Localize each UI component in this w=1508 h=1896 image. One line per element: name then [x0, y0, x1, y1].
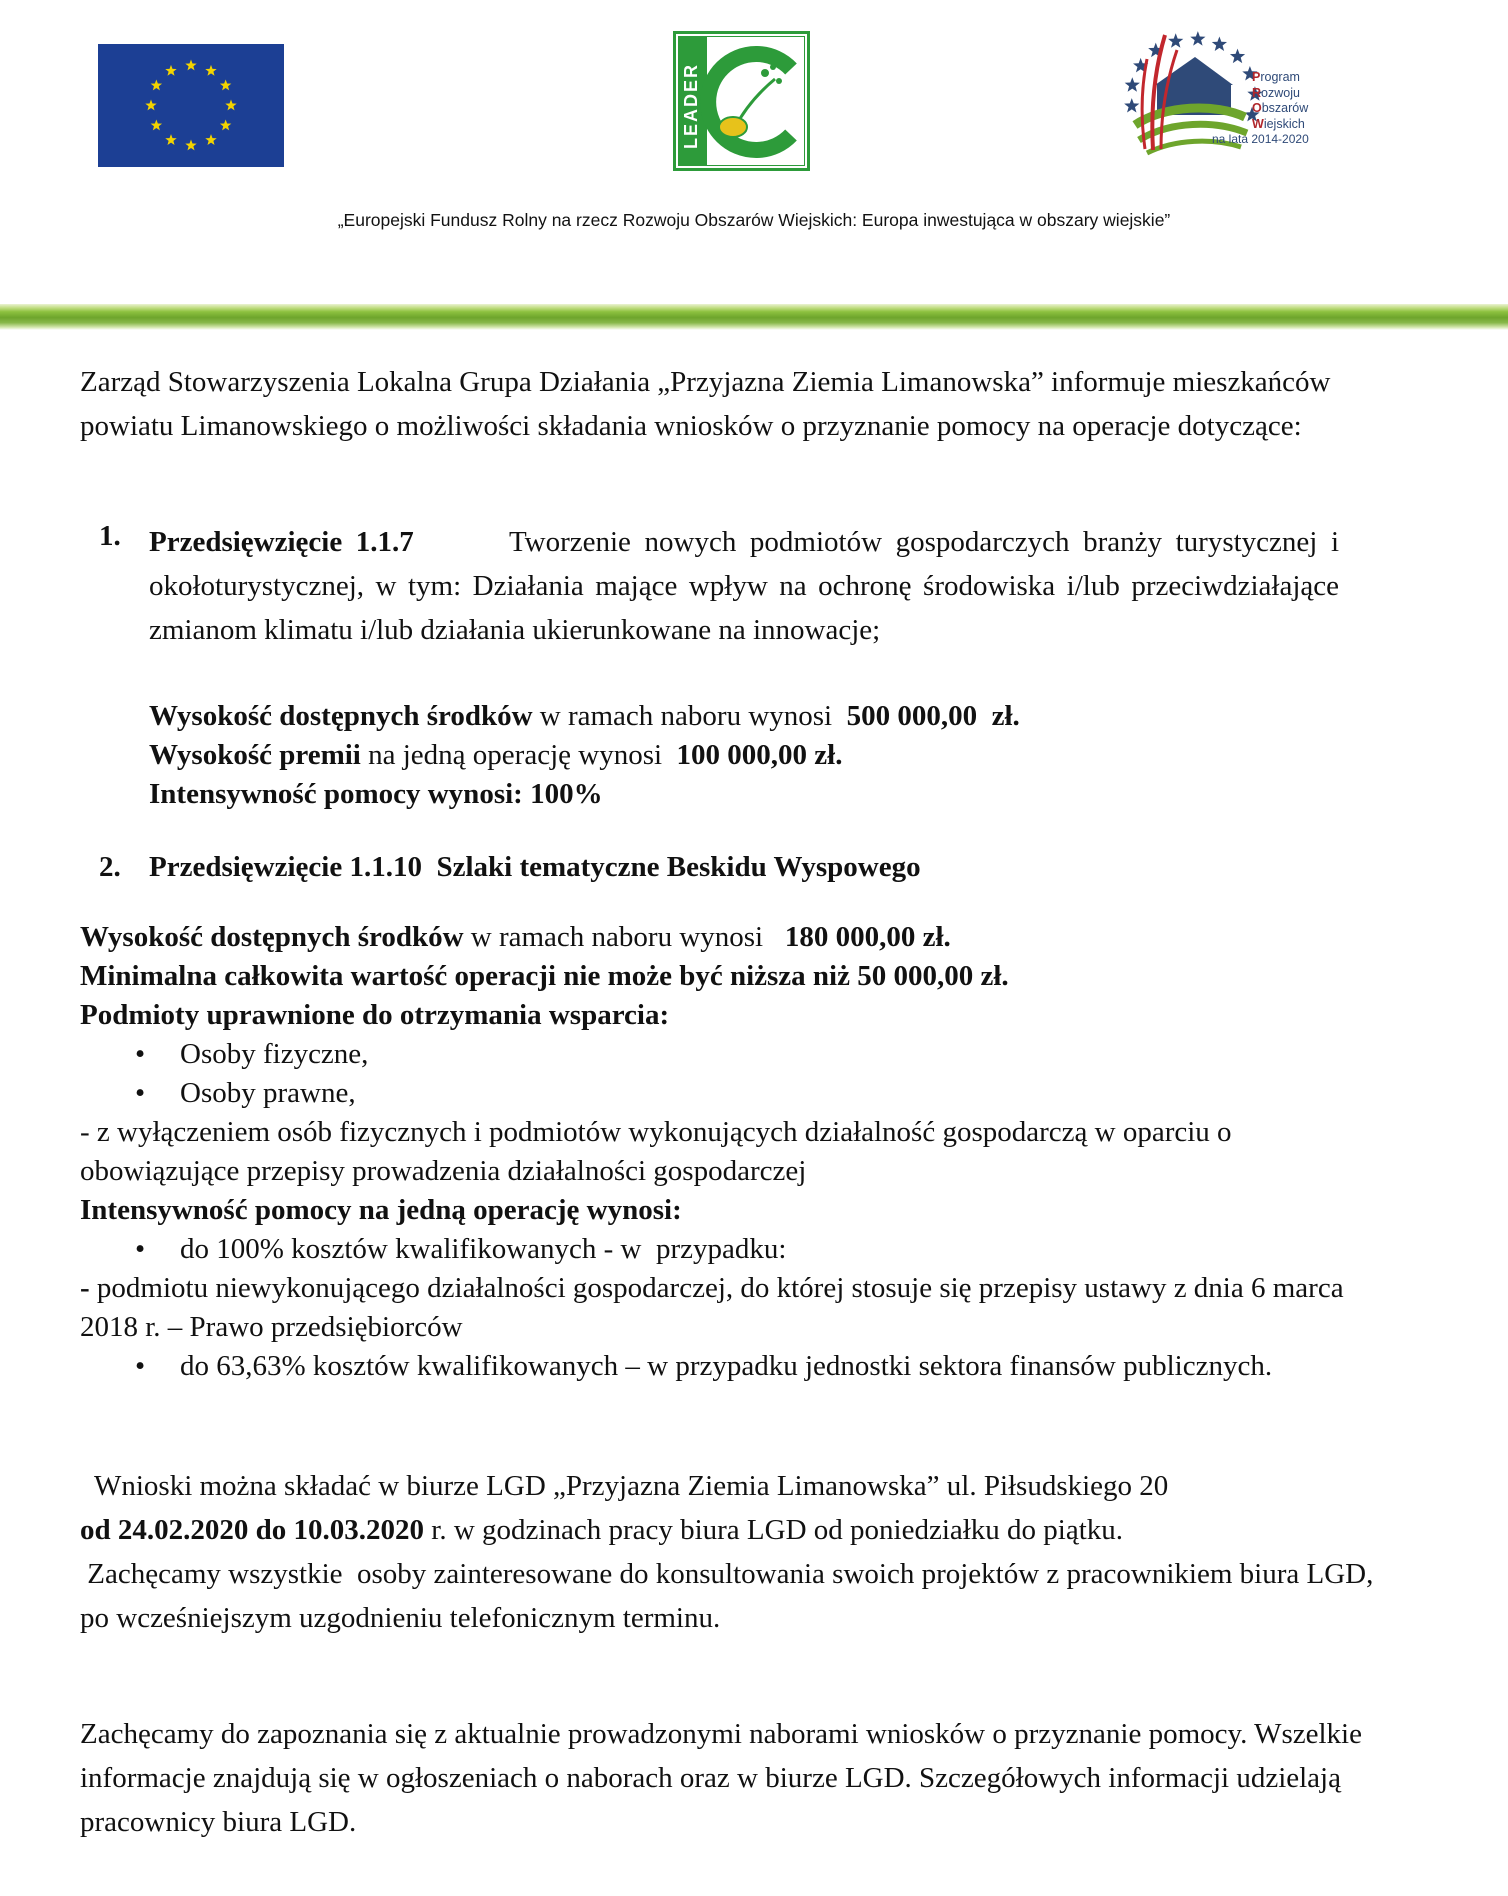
- closing-line-3: Zachęcamy wszystkie osoby zainteresowane do konsultowania swoich projektów z pracownikiem biura LGD, po wcześniejszym uzgodnieniu telefonicznym terminu.: [80, 1558, 1381, 1634]
- item-2-funds-line: Wysokość dostępnych środków w ramach naboru wynosi 180 000,00 zł.: [80, 921, 951, 953]
- prow-years: na lata 2014-2020: [1212, 132, 1309, 146]
- list-item: • Osoby fizyczne,: [80, 1035, 1380, 1074]
- closing-paragraph: [80, 1464, 1380, 1640]
- header-divider: [0, 304, 1508, 330]
- prow-line: Wiejskich: [1252, 116, 1305, 131]
- list-item: • Osoby prawne,: [80, 1074, 1380, 1113]
- list-item: • do 63,63% kosztów kwalifikowanych – w przypadku jednostki sektora finansów publicznych.: [80, 1347, 1380, 1386]
- prow-line: Rozwoju: [1252, 85, 1300, 100]
- item-2-details: [80, 918, 1380, 1386]
- list-item: • do 100% kosztów kwalifikowanych - w przypadku:: [80, 1230, 1380, 1269]
- prow-star-icon: [1212, 37, 1227, 51]
- leader-logo-icon: [673, 31, 810, 171]
- item-1-label: Przedsięwzięcie 1.1.7: [149, 526, 414, 558]
- prow-logo-wordmark: [1252, 70, 1308, 132]
- item-1-bonus-line: Wysokość premii na jedną operację wynosi 100 000,00 zł.: [149, 739, 843, 771]
- prow-line: Obszarów: [1252, 101, 1309, 115]
- item-2-exclusion: - z wyłączeniem osób fizycznych i podmiotów wykonujących działalność gospodarczą w oparciu o obowiązujące przepisy prowadzenia działalności gospodarczej: [80, 1116, 1232, 1187]
- item-1-number: 1.: [99, 520, 121, 552]
- bullet-icon: •: [135, 1038, 146, 1070]
- prow-star-icon: [1124, 98, 1139, 112]
- leader-logo-text: LEADER: [681, 62, 701, 149]
- prow-star-icon: [1190, 31, 1205, 45]
- item-1-description: Tworzenie nowych podmiotów gospodarczych branży turystycznej i okołoturystycznej, w tym: Działania mające wpływ na ochronę środowiska i/lub przeciwdziałające zmianom klimatu i/lub działania ukierunkowane na innowacje;: [149, 526, 1340, 646]
- prow-star-icon: [1168, 33, 1183, 47]
- item-2-intensity-note: - podmiotu niewykonującego działalności gospodarczej, do której stosuje się przepisy ustawy z dnia 6 marca 2018 r. – Prawo przedsiębiorców: [80, 1272, 1344, 1343]
- prow-star-icon: [1125, 77, 1140, 91]
- bullet-icon: •: [135, 1077, 146, 1109]
- item-2-eligible-heading: Podmioty uprawnione do otrzymania wsparcia:: [80, 999, 670, 1031]
- item-1-intensity: Intensywność pomocy wynosi: 100%: [149, 778, 603, 810]
- eafrd-caption: „Europejski Fundusz Rolny na rzecz Rozwoju Obszarów Wiejskich: Europa inwestująca w obszary wiejskie”: [337, 210, 1171, 230]
- closing-line-1: Wnioski można składać w biurze LGD „Przyjazna Ziemia Limanowska” ul. Piłsudskiego 20: [80, 1470, 1169, 1502]
- item-1-funding: [149, 697, 1020, 814]
- item-2-number: 2.: [99, 851, 121, 883]
- item-2-title: Przedsięwzięcie 1.1.10 Szlaki tematyczne Beskidu Wyspowego: [149, 851, 921, 883]
- bullet-icon: •: [135, 1350, 146, 1382]
- prow-line: Program: [1252, 70, 1300, 84]
- final-paragraph: Zachęcamy do zapoznania się z aktualnie prowadzonymi naborami wniosków o przyznanie pomocy. Wszelkie informacje znajdują się w ogłoszeniach o naborach oraz w biurze LGD. Szczegółowych informacji udzielają pracownicy biura LGD.: [80, 1718, 1362, 1838]
- bullet-icon: •: [135, 1233, 146, 1265]
- eu-flag-icon: [98, 44, 284, 167]
- item-1-description-block: [149, 520, 1339, 652]
- intro-paragraph: Zarząd Stowarzyszenia Lokalna Grupa Działania „Przyjazna Ziemia Limanowska” informuje mieszkańców powiatu Limanowskiego o możliwości składania wniosków o przyznanie pomocy na operacje dotyczące:: [80, 366, 1331, 442]
- item-2-intensity-heading: Intensywność pomocy na jedną operację wynosi:: [80, 1194, 682, 1226]
- prow-star-icon: [1230, 49, 1245, 63]
- closing-line-2: od 24.02.2020 do 10.03.2020 r. w godzinach pracy biura LGD od poniedziałku do piątku.: [80, 1514, 1124, 1546]
- item-2-min-value: Minimalna całkowita wartość operacji nie może być niższa niż 50 000,00 zł.: [80, 960, 1009, 992]
- item-1-funds-line: Wysokość dostępnych środków w ramach naboru wynosi 500 000,00 zł.: [149, 700, 1020, 732]
